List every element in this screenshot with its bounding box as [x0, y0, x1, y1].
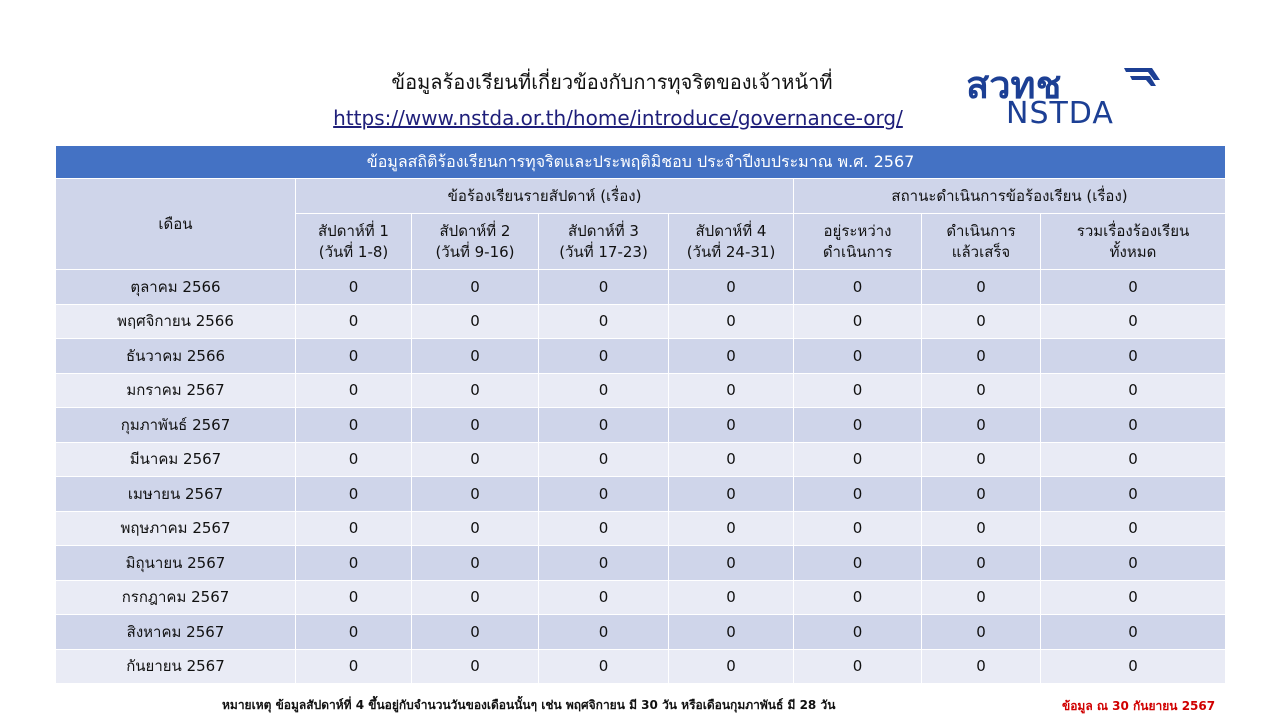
table-row — [56, 477, 1226, 512]
value-cell: 0 — [1041, 339, 1226, 374]
table-row — [56, 546, 1226, 581]
value-cell: 0 — [412, 477, 539, 512]
page-title: ข้อมูลร้องเรียนที่เกี่ยวข้องกับการทุจริตของเจ้าหน้าที่ — [391, 70, 833, 94]
value-cell: 0 — [794, 615, 922, 650]
value-cell: 0 — [922, 546, 1041, 581]
value-cell: 0 — [1041, 442, 1226, 477]
month-cell: กุมภาพันธ์ 2567 — [56, 408, 296, 443]
value-cell: 0 — [794, 408, 922, 443]
value-cell: 0 — [539, 615, 669, 650]
value-cell: 0 — [922, 304, 1041, 339]
month-cell: พฤษภาคม 2567 — [56, 511, 296, 546]
value-cell: 0 — [412, 373, 539, 408]
value-cell: 0 — [1041, 373, 1226, 408]
value-cell: 0 — [669, 511, 794, 546]
value-cell: 0 — [539, 270, 669, 305]
data-as-of-date: ข้อมูล ณ 30 กันยายน 2567 — [1062, 699, 1216, 713]
table-banner: ข้อมูลสถิติร้องเรียนการทุจริตและประพฤติมิชอบ ประจำปีงบประมาณ พ.ศ. 2567 — [56, 146, 1226, 179]
value-cell: 0 — [296, 580, 412, 615]
value-cell: 0 — [412, 304, 539, 339]
value-cell: 0 — [412, 511, 539, 546]
value-cell: 0 — [412, 649, 539, 684]
value-cell: 0 — [922, 408, 1041, 443]
value-cell: 0 — [922, 580, 1041, 615]
table-row — [56, 511, 1226, 546]
value-cell: 0 — [296, 442, 412, 477]
value-cell: 0 — [922, 649, 1041, 684]
table-row — [56, 649, 1226, 684]
value-cell: 0 — [412, 615, 539, 650]
weekly-group-header: ข้อร้องเรียนรายสัปดาห์ (เรื่อง) — [296, 179, 794, 214]
value-cell: 0 — [1041, 511, 1226, 546]
value-cell: 0 — [296, 649, 412, 684]
logo-thai-text: สวทช — [966, 63, 1062, 107]
value-cell: 0 — [794, 511, 922, 546]
value-cell: 0 — [669, 339, 794, 374]
footnote: หมายเหตุ ข้อมูลสัปดาห์ที่ 4 ขึ้นอยู่กับจำนวนวันของเดือนนั้นๆ เช่น พฤศจิกายน มี 30 วัน หรือเดือนกุมภาพันธ์ มี 28 วัน — [222, 698, 836, 712]
month-cell: ตุลาคม 2566 — [56, 270, 296, 305]
value-cell: 0 — [412, 546, 539, 581]
value-cell: 0 — [539, 373, 669, 408]
governance-link[interactable]: https://www.nstda.or.th/home/introduce/governance-org/ — [333, 106, 903, 130]
table-row — [56, 615, 1226, 650]
value-cell: 0 — [922, 339, 1041, 374]
value-cell: 0 — [922, 442, 1041, 477]
month-cell: พฤศจิกายน 2566 — [56, 304, 296, 339]
value-cell: 0 — [539, 649, 669, 684]
value-cell: 0 — [296, 270, 412, 305]
value-cell: 0 — [1041, 615, 1226, 650]
month-cell: ธันวาคม 2566 — [56, 339, 296, 374]
value-cell: 0 — [412, 408, 539, 443]
value-cell: 0 — [922, 511, 1041, 546]
value-cell: 0 — [1041, 408, 1226, 443]
value-cell: 0 — [296, 477, 412, 512]
status-group-header: สถานะดำเนินการข้อร้องเรียน (เรื่อง) — [794, 179, 1226, 214]
table-row — [56, 339, 1226, 374]
value-cell: 0 — [922, 270, 1041, 305]
value-cell: 0 — [1041, 477, 1226, 512]
logo-chevron-2 — [1130, 76, 1156, 86]
value-cell: 0 — [296, 304, 412, 339]
table-row — [56, 408, 1226, 443]
logo-english-text: NSTDA — [1006, 96, 1114, 126]
value-cell: 0 — [669, 442, 794, 477]
value-cell: 0 — [296, 373, 412, 408]
month-cell: เมษายน 2567 — [56, 477, 296, 512]
value-cell: 0 — [669, 546, 794, 581]
value-cell: 0 — [669, 580, 794, 615]
value-cell: 0 — [539, 477, 669, 512]
column-header: รวมเรื่องร้องเรียน ทั้งหมด — [1041, 214, 1226, 270]
table-row — [56, 270, 1226, 305]
column-header: อยู่ระหว่าง ดำเนินการ — [794, 214, 922, 270]
value-cell: 0 — [539, 304, 669, 339]
column-header: สัปดาห์ที่ 1 (วันที่ 1-8) — [296, 214, 412, 270]
value-cell: 0 — [296, 546, 412, 581]
value-cell: 0 — [794, 580, 922, 615]
value-cell: 0 — [296, 408, 412, 443]
value-cell: 0 — [296, 615, 412, 650]
month-cell: มกราคม 2567 — [56, 373, 296, 408]
value-cell: 0 — [412, 442, 539, 477]
value-cell: 0 — [794, 546, 922, 581]
value-cell: 0 — [794, 442, 922, 477]
month-cell: มีนาคม 2567 — [56, 442, 296, 477]
value-cell: 0 — [669, 270, 794, 305]
value-cell: 0 — [1041, 649, 1226, 684]
column-header: สัปดาห์ที่ 4 (วันที่ 24-31) — [669, 214, 794, 270]
column-header: สัปดาห์ที่ 2 (วันที่ 9-16) — [412, 214, 539, 270]
table-row — [56, 442, 1226, 477]
value-cell: 0 — [539, 546, 669, 581]
value-cell: 0 — [669, 615, 794, 650]
nstda-logo-icon — [964, 62, 1210, 126]
value-cell: 0 — [412, 339, 539, 374]
value-cell: 0 — [794, 477, 922, 512]
table-row — [56, 373, 1226, 408]
month-cell: สิงหาคม 2567 — [56, 615, 296, 650]
table-row — [56, 304, 1226, 339]
complaint-stats-table — [55, 145, 1226, 684]
month-cell: กันยายน 2567 — [56, 649, 296, 684]
value-cell: 0 — [412, 270, 539, 305]
value-cell: 0 — [794, 270, 922, 305]
value-cell: 0 — [922, 615, 1041, 650]
value-cell: 0 — [794, 373, 922, 408]
value-cell: 0 — [669, 649, 794, 684]
column-header: สัปดาห์ที่ 3 (วันที่ 17-23) — [539, 214, 669, 270]
value-cell: 0 — [1041, 580, 1226, 615]
value-cell: 0 — [539, 339, 669, 374]
value-cell: 0 — [794, 304, 922, 339]
month-cell: กรกฎาคม 2567 — [56, 580, 296, 615]
value-cell: 0 — [539, 580, 669, 615]
value-cell: 0 — [669, 304, 794, 339]
value-cell: 0 — [794, 339, 922, 374]
value-cell: 0 — [669, 477, 794, 512]
value-cell: 0 — [296, 339, 412, 374]
value-cell: 0 — [296, 511, 412, 546]
value-cell: 0 — [539, 442, 669, 477]
value-cell: 0 — [794, 649, 922, 684]
value-cell: 0 — [539, 511, 669, 546]
value-cell: 0 — [922, 373, 1041, 408]
value-cell: 0 — [1041, 304, 1226, 339]
value-cell: 0 — [1041, 270, 1226, 305]
table-row — [56, 580, 1226, 615]
column-header: ดำเนินการ แล้วเสร็จ — [922, 214, 1041, 270]
value-cell: 0 — [922, 477, 1041, 512]
month-column-header: เดือน — [56, 179, 296, 270]
month-cell: มิถุนายน 2567 — [56, 546, 296, 581]
value-cell: 0 — [669, 373, 794, 408]
value-cell: 0 — [412, 580, 539, 615]
value-cell: 0 — [1041, 546, 1226, 581]
value-cell: 0 — [539, 408, 669, 443]
value-cell: 0 — [669, 408, 794, 443]
